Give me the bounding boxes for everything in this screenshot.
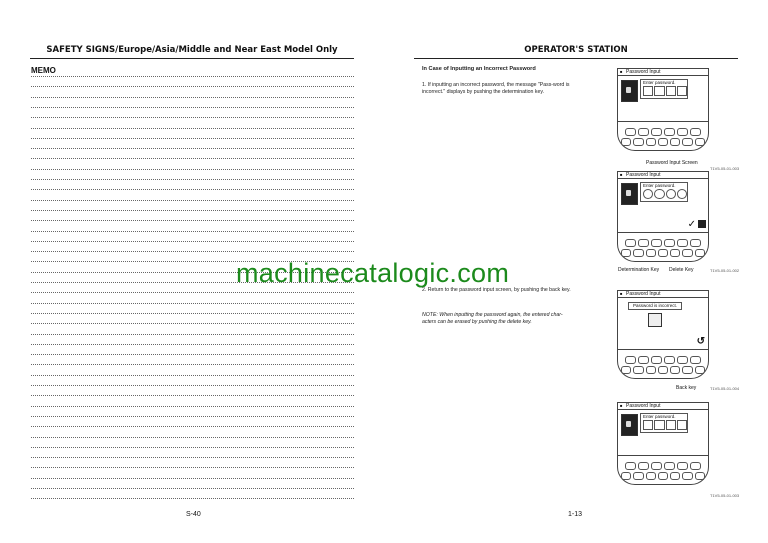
memo-line xyxy=(31,303,354,304)
number-keys-row xyxy=(621,239,705,247)
f4-key[interactable] xyxy=(670,366,680,374)
key-6[interactable] xyxy=(690,356,701,364)
memo-line xyxy=(31,354,354,355)
left-page-number: S-40 xyxy=(186,511,201,518)
key-1[interactable] xyxy=(625,462,636,470)
memo-line xyxy=(31,467,354,468)
password-input-panel-1 xyxy=(617,68,709,151)
key-4[interactable] xyxy=(664,239,675,247)
display-screen xyxy=(617,171,709,233)
lock-icon xyxy=(621,414,638,436)
key-1[interactable] xyxy=(625,128,636,136)
display-screen xyxy=(617,290,709,350)
password-input-panel-2 xyxy=(617,171,709,262)
memo-line xyxy=(31,478,354,479)
camera-key[interactable] xyxy=(695,138,705,146)
memo-title: MEMO xyxy=(31,66,56,75)
back-arrow-icon: ↺ xyxy=(696,336,705,347)
f1-key[interactable] xyxy=(633,366,643,374)
f3-key[interactable] xyxy=(658,472,668,480)
password-cells xyxy=(641,189,687,199)
left-header-rule xyxy=(30,58,354,59)
key-3[interactable] xyxy=(651,462,662,470)
key-1[interactable] xyxy=(625,356,636,364)
memo-line xyxy=(31,107,354,108)
back-key[interactable] xyxy=(621,138,631,146)
keypad xyxy=(617,456,709,485)
memo-line xyxy=(31,117,354,118)
memo-line xyxy=(31,220,354,221)
key-4[interactable] xyxy=(664,462,675,470)
function-keys-row xyxy=(621,366,705,374)
memo-line xyxy=(31,395,354,396)
number-keys-row xyxy=(621,128,705,136)
memo-line xyxy=(31,251,354,252)
key-5-determination[interactable] xyxy=(677,239,688,247)
right-page-number: 1-13 xyxy=(568,511,583,518)
lock-icon xyxy=(621,80,638,102)
note-text: NOTE: When inputting the password again, the entered char-acters can be erased by pushing the delete key. xyxy=(422,312,563,325)
keypad xyxy=(617,350,709,379)
memo-line xyxy=(31,158,354,159)
keypad xyxy=(617,233,709,262)
memo-line xyxy=(31,97,354,98)
memo-line xyxy=(31,148,354,149)
f2-key[interactable] xyxy=(646,249,656,257)
key-2[interactable] xyxy=(638,128,649,136)
back-key[interactable] xyxy=(621,472,631,480)
memo-line xyxy=(31,375,354,376)
key-6-delete[interactable] xyxy=(690,239,701,247)
password-prompt: Enter password. xyxy=(643,80,676,85)
key-5[interactable] xyxy=(677,128,688,136)
memo-line xyxy=(31,498,354,499)
password-prompt: Enter password. xyxy=(643,183,676,188)
password-input-panel-4 xyxy=(617,402,709,485)
f3-key[interactable] xyxy=(658,366,668,374)
memo-line xyxy=(31,416,354,417)
memo-line xyxy=(31,334,354,335)
memo-line xyxy=(31,447,354,448)
memo-line xyxy=(31,323,354,324)
f1-key[interactable] xyxy=(633,472,643,480)
back-key[interactable] xyxy=(621,249,631,257)
key-3[interactable] xyxy=(651,356,662,364)
memo-line xyxy=(31,138,354,139)
panel-1-caption: Password Input Screen xyxy=(646,160,698,166)
key-3[interactable] xyxy=(651,128,662,136)
panel-1-code: T1V5-05-01-003 xyxy=(710,166,740,171)
lock-icon xyxy=(621,183,638,205)
memo-line xyxy=(31,86,354,87)
checkmark-icon: ✓ xyxy=(687,219,696,230)
f1-key[interactable] xyxy=(633,249,643,257)
memo-line xyxy=(31,231,354,232)
memo-line xyxy=(31,488,354,489)
function-keys-row xyxy=(621,138,705,146)
f2-key[interactable] xyxy=(646,472,656,480)
password-entry-box xyxy=(640,182,688,202)
f3-key[interactable] xyxy=(658,138,668,146)
memo-line xyxy=(31,241,354,242)
memo-line xyxy=(31,76,354,77)
f4-key[interactable] xyxy=(670,138,680,146)
memo-line xyxy=(31,344,354,345)
f4-key[interactable] xyxy=(670,472,680,480)
memo-line xyxy=(31,210,354,211)
memo-line xyxy=(31,406,354,407)
key-6[interactable] xyxy=(690,128,701,136)
right-header-rule xyxy=(414,58,738,59)
watermark-text: machinecatalogic.com xyxy=(236,258,510,288)
delete-icon xyxy=(698,220,706,228)
key-1[interactable] xyxy=(625,239,636,247)
password-cells xyxy=(641,86,687,96)
memo-line xyxy=(31,200,354,201)
panel-4-code: T1V5-05-01-003 xyxy=(710,493,740,498)
key-warning-icon xyxy=(648,313,662,327)
incorrect-message: Password is incorrect. xyxy=(628,302,682,310)
display-screen xyxy=(617,402,709,456)
password-entry-box xyxy=(640,413,688,433)
right-page-header: OPERATOR'S STATION xyxy=(524,45,628,55)
key-4[interactable] xyxy=(664,356,675,364)
key-3[interactable] xyxy=(651,239,662,247)
memo-line xyxy=(31,426,354,427)
screen-title: ■ Password Input xyxy=(618,291,708,298)
memo-line xyxy=(31,385,354,386)
number-keys-row xyxy=(621,462,705,470)
f2-key[interactable] xyxy=(646,138,656,146)
f2-key[interactable] xyxy=(646,366,656,374)
password-incorrect-panel xyxy=(617,290,709,379)
delete-key-caption: Delete Key xyxy=(669,267,694,273)
key-5[interactable] xyxy=(677,356,688,364)
panel-3-code: T1V5-05-01-004 xyxy=(710,386,740,391)
password-prompt: Enter password. xyxy=(643,414,676,419)
keypad xyxy=(617,122,709,151)
key-6[interactable] xyxy=(690,462,701,470)
memo-line xyxy=(31,364,354,365)
menu-key[interactable] xyxy=(682,138,692,146)
memo-line xyxy=(31,179,354,180)
camera-key[interactable] xyxy=(695,472,705,480)
screen-title: ■ Password Input xyxy=(618,403,708,410)
function-keys-row xyxy=(621,472,705,480)
menu-key[interactable] xyxy=(682,249,692,257)
password-cells xyxy=(641,420,687,430)
memo-line xyxy=(31,313,354,314)
camera-key[interactable] xyxy=(695,249,705,257)
f4-key[interactable] xyxy=(670,249,680,257)
panel-2-code: T1V5-05-01-002 xyxy=(710,268,740,273)
key-2[interactable] xyxy=(638,356,649,364)
screen-title: ■ Password Input xyxy=(618,69,708,76)
key-4[interactable] xyxy=(664,128,675,136)
key-2[interactable] xyxy=(638,462,649,470)
display-screen xyxy=(617,68,709,122)
section-title: In Case of Inputting an Incorrect Password xyxy=(422,66,536,72)
key-2[interactable] xyxy=(638,239,649,247)
step-2-text: 2. Return to the password input screen, by pushing the back key. xyxy=(422,287,571,293)
menu-key[interactable] xyxy=(682,472,692,480)
memo-line xyxy=(31,189,354,190)
back-key[interactable] xyxy=(621,366,631,374)
camera-key[interactable] xyxy=(695,366,705,374)
memo-line xyxy=(31,457,354,458)
f1-key[interactable] xyxy=(633,138,643,146)
menu-key[interactable] xyxy=(682,366,692,374)
key-5[interactable] xyxy=(677,462,688,470)
memo-line xyxy=(31,292,354,293)
f3-key[interactable] xyxy=(658,249,668,257)
determination-key-caption: Determination Key xyxy=(618,267,660,273)
memo-line xyxy=(31,437,354,438)
password-entry-box xyxy=(640,79,688,99)
memo-line xyxy=(31,169,354,170)
number-keys-row xyxy=(621,356,705,364)
memo-line xyxy=(31,128,354,129)
back-key-caption: Back key xyxy=(676,385,697,391)
screen-title: ■ Password Input xyxy=(618,172,708,179)
left-page-header: SAFETY SIGNS/Europe/Asia/Middle and Near East Model Only xyxy=(46,45,338,55)
step-1-text: 1. If inputting an incorrect password, the message "Pass-word is incorrect." displays by pushing the determination key. xyxy=(422,82,570,95)
function-keys-row xyxy=(621,249,705,257)
